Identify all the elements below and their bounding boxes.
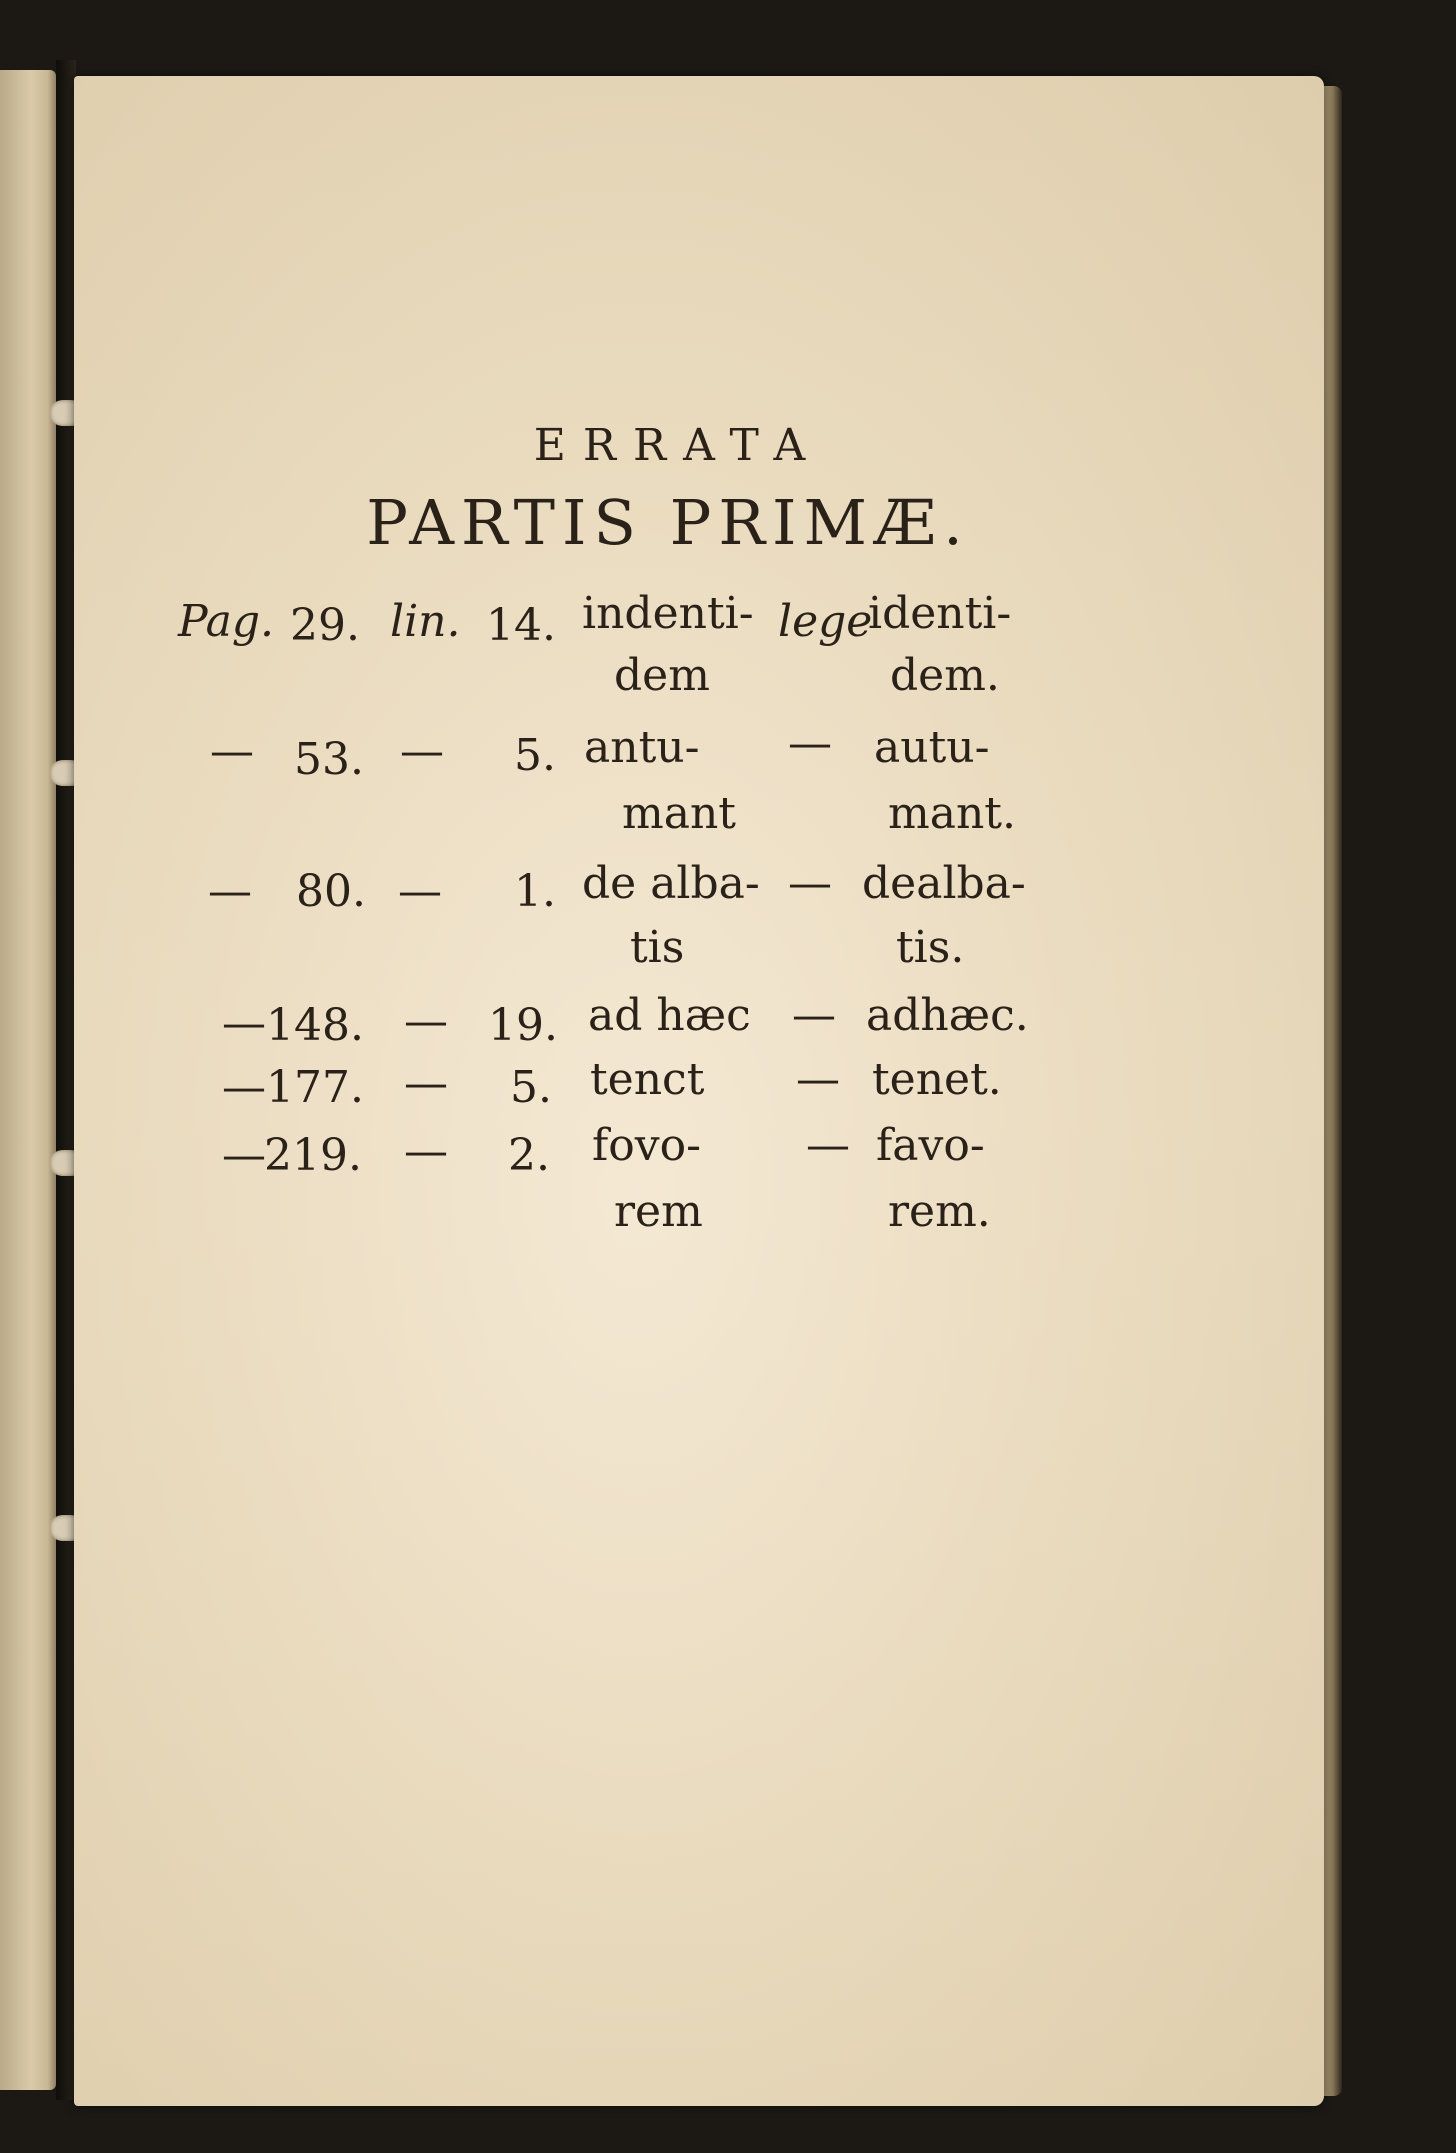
- spine-gutter: [56, 60, 76, 2100]
- erroneous-text-continued: rem: [614, 1186, 703, 1237]
- erroneous-text-continued: tis: [630, 922, 685, 973]
- page-number: 80.: [296, 866, 366, 917]
- erroneous-text: fovo-: [592, 1120, 701, 1171]
- ditto-dash: —: [222, 1062, 266, 1113]
- line-number: 5.: [510, 1062, 552, 1113]
- corrected-text: favo-: [876, 1120, 985, 1171]
- page-number: 148.: [266, 1000, 364, 1051]
- ditto-dash: —: [400, 726, 444, 777]
- line-number: 14.: [486, 600, 556, 651]
- ditto-dash: —: [210, 726, 254, 777]
- erroneous-text: ad hæc: [588, 990, 751, 1041]
- ditto-dash: —: [208, 866, 252, 917]
- ditto-dash: —: [788, 718, 832, 769]
- line-number: 5.: [514, 730, 556, 781]
- erroneous-text-continued: dem: [614, 650, 710, 701]
- pag-label: Pag.: [178, 596, 275, 647]
- erroneous-text: de alba-: [582, 858, 760, 909]
- lin-label: lin.: [390, 596, 461, 647]
- ditto-dash: —: [404, 996, 448, 1047]
- corrected-text: identi-: [868, 588, 1012, 639]
- corrected-text-continued: mant.: [888, 788, 1016, 839]
- erroneous-text-continued: mant: [622, 788, 736, 839]
- ditto-dash: —: [404, 1058, 448, 1109]
- heading-partis-primae: PARTIS PRIMÆ.: [366, 486, 970, 559]
- corrected-text: tenet.: [872, 1054, 1002, 1105]
- erroneous-text: antu-: [584, 722, 700, 773]
- erroneous-text: indenti-: [582, 588, 754, 639]
- ditto-dash: —: [398, 866, 442, 917]
- page-number: 177.: [266, 1062, 364, 1113]
- corrected-text-continued: rem.: [888, 1186, 991, 1237]
- ditto-dash: —: [806, 1120, 850, 1171]
- page-number: 53.: [294, 734, 364, 785]
- page-number: 219.: [264, 1130, 362, 1181]
- corrected-text: dealba-: [862, 858, 1026, 909]
- ditto-dash: —: [788, 858, 832, 909]
- page-number: 29.: [290, 600, 360, 651]
- corrected-text-continued: tis.: [896, 922, 965, 973]
- line-number: 1.: [514, 866, 556, 917]
- facing-page-edge: [0, 70, 56, 2090]
- ditto-dash: —: [222, 1130, 266, 1181]
- ditto-dash: —: [404, 1126, 448, 1177]
- line-number: 19.: [488, 1000, 558, 1051]
- corrected-text-continued: dem.: [890, 650, 1000, 701]
- ditto-dash: —: [792, 990, 836, 1041]
- heading-errata: ERRATA: [533, 420, 823, 471]
- lege-label: lege: [778, 596, 873, 647]
- ditto-dash: —: [796, 1054, 840, 1105]
- corrected-text: adhæc.: [866, 990, 1029, 1041]
- erroneous-text: tenct: [590, 1054, 705, 1105]
- line-number: 2.: [508, 1130, 550, 1181]
- ditto-dash: —: [222, 998, 266, 1049]
- corrected-text: autu-: [874, 722, 990, 773]
